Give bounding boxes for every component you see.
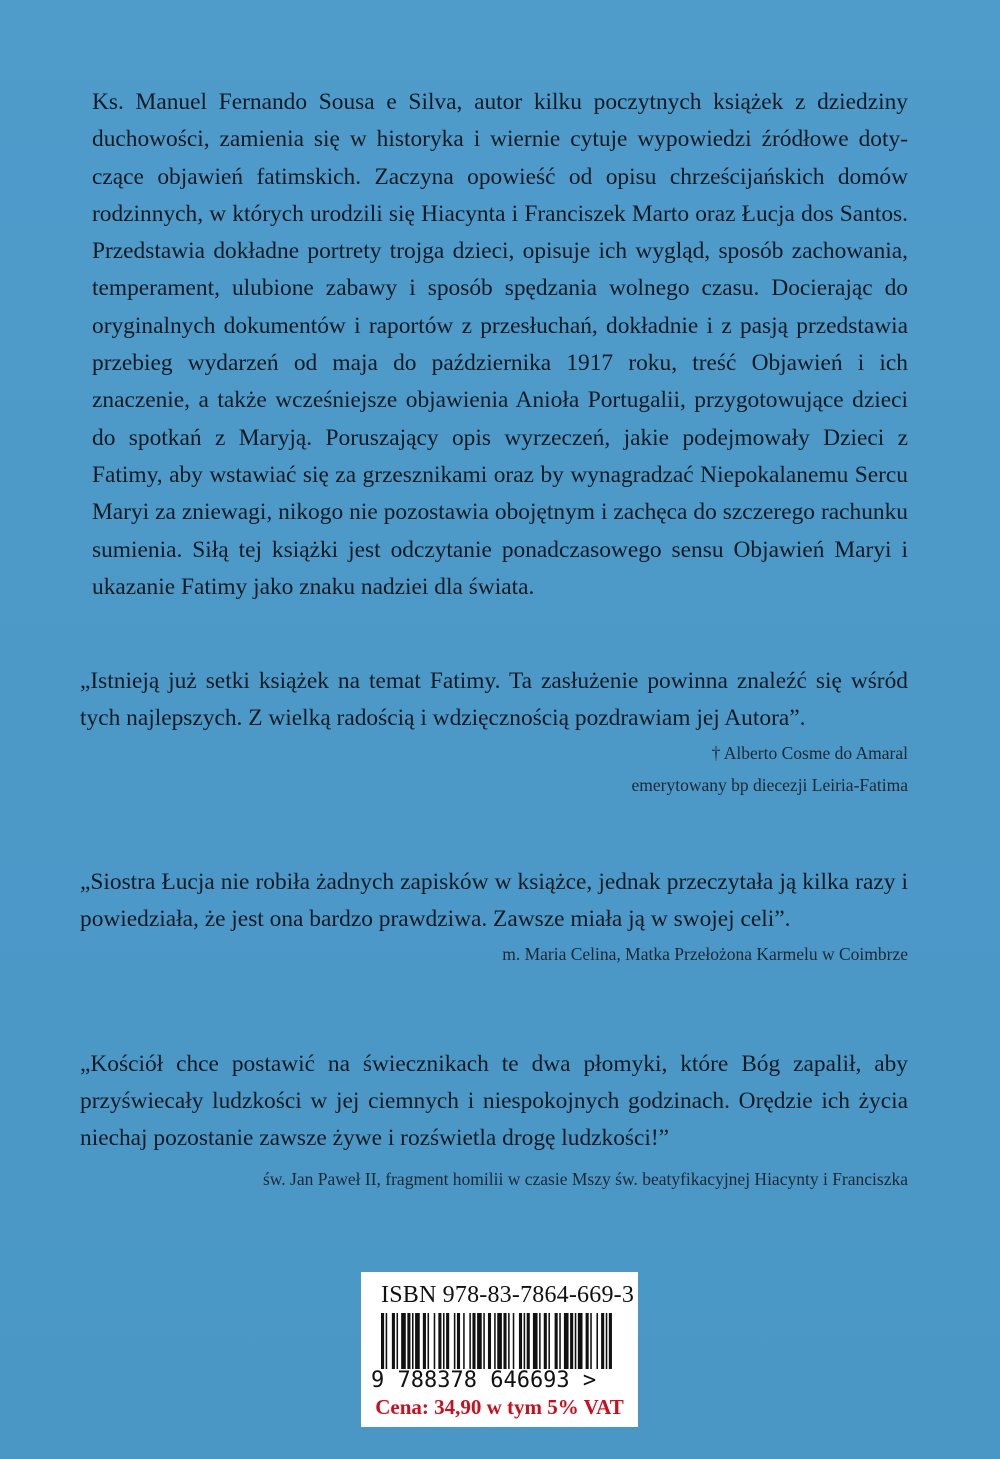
barcode-bar — [477, 1313, 482, 1369]
barcode-bar — [601, 1313, 604, 1369]
barcode-bar — [524, 1313, 526, 1369]
quote-celina-author: m. Maria Celina, Matka Przełożona Karmelu w Coimbrze — [502, 944, 908, 964]
quote-amaral-author: † Alberto Cosme do Amaral — [711, 743, 908, 763]
barcode-bar — [483, 1313, 485, 1369]
barcode-bar — [443, 1313, 445, 1369]
barcode-bar — [401, 1313, 406, 1369]
barcode-bar — [559, 1313, 561, 1369]
barcode-bar — [609, 1313, 612, 1369]
barcode-bar — [469, 1313, 471, 1369]
barcode-bar — [494, 1313, 496, 1369]
barcode-bar — [472, 1313, 475, 1369]
barcode-bar — [606, 1313, 608, 1369]
barcode-icon — [379, 1313, 617, 1369]
barcode-bar — [463, 1313, 465, 1369]
price-label: Cena: 34,90 w tym 5% VAT — [375, 1395, 624, 1419]
quote-amaral: „Istnieją już setki książek na temat Fatimy. Ta zasłużenie powinna znaleźć się wśród tych najlepszych. Z wielką radością i wdzięcznością pozdrawiam jej Autora”. — [80, 668, 908, 731]
barcode-bar — [544, 1313, 547, 1369]
barcode-bar — [578, 1313, 583, 1369]
barcode-bar — [446, 1313, 449, 1369]
barcode-bar — [508, 1313, 510, 1369]
quote-celina: „Siostra Łucja nie robiła żadnych zapisków w książce, jednak przeczytała ją kilka razy i powiedziała, że jest ona bardzo prawdziwa. Zawsze miała ją w swojej celi”. — [80, 869, 908, 932]
barcode-bar — [423, 1313, 426, 1369]
isbn-barcode-panel — [361, 1272, 638, 1427]
barcode-bar — [548, 1313, 550, 1369]
barcode-bar — [586, 1313, 589, 1369]
barcode-bar — [412, 1313, 414, 1369]
barcode-bar — [575, 1313, 577, 1369]
barcode-bar — [555, 1313, 558, 1369]
barcode-bar — [434, 1313, 436, 1369]
barcode-bar — [596, 1313, 598, 1369]
book-description: Ks. Manuel Fernando Sousa e Silva, autor kilku poczytnych książek z dziedziny duchowości, zamienia się w historyka i wiernie cytuje wypowiedzi źródłowe dotyczące objawień fatimskich. Zaczyna opowieść od opisu chrześcijańskich domów rodzinnych, w których urodzili się Hiacynta i Franciszek Marto oraz Łucja dos Santos. Przedstawia dokładne portrety trojga dzieci, opisuje ich wygląd, sposób zachowania, temperament, ulubione zabawy i sposób spędzania wolnego czasu. Docierając do oryginalnych dokumentów i raportów z przesłuchań, dokładnie i z pasją przedstawia przebieg wydarzeń od maja do października 1917 roku, treść Objawień i ich znaczenie, a także wcześniejsze objawienia Anioła Portugalii, przygotowujące dzieci do spotkań z Maryją. Poruszający opis wyrzeczeń, jakie podejmowały Dzieci z Fatimy, aby wstawiać się za grzesznikami oraz by wynagradzać Niepokalanemu Sercu Maryi za zniewagi, nikogo nie pozostawia obojętnym i zachęca do szczerego rachunku sumienia. Siłą tej książki jest odczytanie ponadczasowego sensu Objawień Maryi i ukazanie Fatimy jako znaku nadziei dla świata. — [92, 89, 908, 600]
barcode-bar — [454, 1313, 456, 1369]
barcode-bar — [488, 1313, 491, 1369]
barcode-bar — [428, 1313, 430, 1369]
barcode-bar — [457, 1313, 460, 1369]
barcode-bar — [513, 1313, 515, 1369]
barcode-bar — [527, 1313, 530, 1369]
barcode-bar — [397, 1313, 399, 1369]
isbn-number: ISBN 978-83-7864-669-3 — [381, 1282, 635, 1308]
barcode-bar — [381, 1313, 384, 1369]
barcode-bar — [503, 1313, 506, 1369]
barcode-bar — [519, 1313, 522, 1369]
barcode-bar — [539, 1313, 541, 1369]
barcode-bar — [590, 1313, 592, 1369]
quote-john-paul-author: św. Jan Paweł II, fragment homilii w czasie Mszy św. beatyfikacyjnej Hiacynty i Franciszka — [262, 1169, 908, 1189]
barcode-bar — [386, 1313, 388, 1369]
barcode-bar — [415, 1313, 420, 1369]
barcode-bar — [438, 1313, 441, 1369]
quote-amaral-role: emerytowany bp diecezji Leiria-Fatima — [631, 775, 908, 795]
barcode-bar — [392, 1313, 395, 1369]
barcode-bar — [533, 1313, 538, 1369]
barcode-digits: 9 788378 646693 > — [371, 1368, 597, 1393]
barcode-bar — [497, 1313, 502, 1369]
barcode-bar — [407, 1313, 410, 1369]
barcode-bar — [570, 1313, 573, 1369]
quote-john-paul: „Kościół chce postawić na świecznikach te dwa płomyki, które Bóg zapalił, aby przyświecały ludzkości w jej ciemnych i niespokojnych godzinach. Orędzie ich życia niechaj pozostanie zawsze żywe i rozświetla drogę ludzkości!” — [80, 1051, 908, 1151]
barcode-bar — [564, 1313, 569, 1369]
